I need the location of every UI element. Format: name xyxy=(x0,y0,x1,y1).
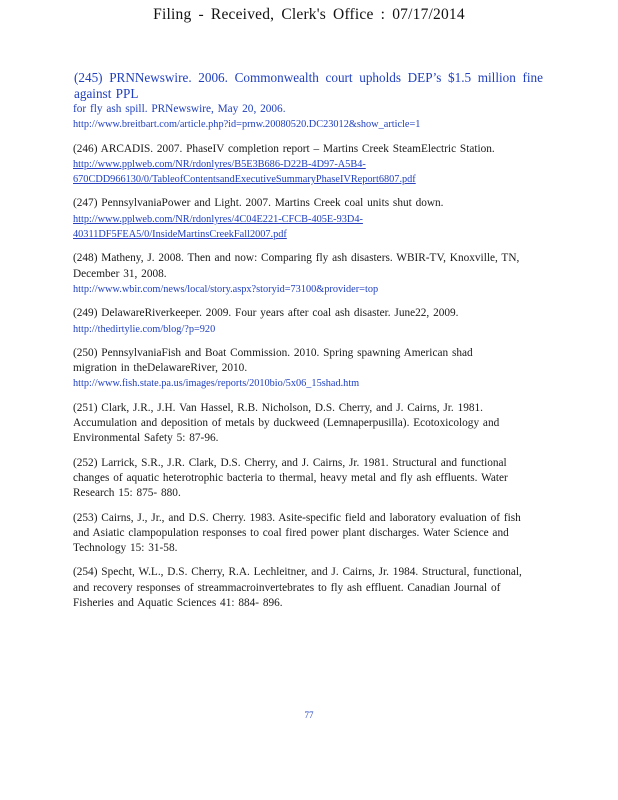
reference-246 xyxy=(73,142,543,188)
reference-url[interactable]: http://www.breitbart.com/article.php?id=prnw.20080520.DC23012&show_article=1 xyxy=(73,119,421,131)
filing-header: Filing - Received, Clerk's Office : 07/17/2014 xyxy=(153,6,465,23)
reference-text-line: (250) PennsylvaniaFish and Boat Commission. 2010. Spring spawning American shad xyxy=(73,346,473,359)
reference-text-line: (254) Specht, W.L., D.S. Cherry, R.A. Lechleitner, and J. Cairns, Jr. 1984. Structural, functional, xyxy=(73,566,522,579)
reference-text-line: Technology 15: 31-58. xyxy=(73,542,178,555)
reference-252 xyxy=(73,456,543,502)
reference-247 xyxy=(73,196,543,242)
reference-text-line: migration in theDelawareRiver, 2010. xyxy=(73,362,248,375)
reference-250 xyxy=(73,346,543,392)
reference-text-line: changes of aquatic heterotrophic bacteria to thermal, heavy metal and fly ash effluents. Water xyxy=(73,471,508,484)
reference-list xyxy=(73,70,543,620)
reference-text-line: (247) PennsylvaniaPower and Light. 2007. Martins Creek coal units shut down. xyxy=(73,197,444,210)
reference-url[interactable]: http://www.pplweb.com/NR/rdonlyres/B5E3B686-D22B-4D97-A5B4- xyxy=(73,158,366,170)
reference-text-line: Environmental Safety 5: 87-96. xyxy=(73,432,219,445)
reference-text-line: for fly ash spill. PRNewswire, May 20, 2006. xyxy=(73,103,286,115)
reference-text-line: and recovery responses of streammacroinvertebrates to fly ash effluent. Canadian Journal of xyxy=(73,581,501,594)
reference-text-line: (246) ARCADIS. 2007. PhaseIV completion report – Martins Creek SteamElectric Station. xyxy=(73,142,495,155)
page-number: 77 xyxy=(304,710,314,720)
reference-url[interactable]: http://www.wbir.com/news/local/story.aspx?storyid=73100&provider=top xyxy=(73,283,379,295)
reference-254 xyxy=(73,565,543,611)
reference-251 xyxy=(73,401,543,447)
reference-text-line: (248) Matheny, J. 2008. Then and now: Comparing fly ash disasters. WBIR-TV, Knoxville, TN, xyxy=(73,252,520,265)
reference-text-line: (251) Clark, J.R., J.H. Van Hassel, R.B. Nicholson, D.S. Cherry, and J. Cairns, Jr. 1981. xyxy=(73,401,484,414)
reference-text-line: and Asiatic clampopulation responses to coal fired power plant discharges. Water Science and xyxy=(73,526,509,539)
reference-text-line: (253) Cairns, J., Jr., and D.S. Cherry. 1983. Asite-specific field and laboratory evaluation of fish xyxy=(73,511,521,524)
reference-245 xyxy=(73,70,543,133)
reference-text-line: Accumulation and deposition of metals by duckweed (Lemnaperpusilla). Ecotoxicology and xyxy=(73,417,500,430)
reference-url[interactable]: http://thedirtylie.com/blog/?p=920 xyxy=(73,323,216,335)
reference-253 xyxy=(73,511,543,557)
reference-text-line: (245) PRNNewswire. 2006. Commonwealth court upholds DEP’s $1.5 million fine against PPL xyxy=(74,70,543,101)
reference-text-line: Fisheries and Aquatic Sciences 41: 884- 896. xyxy=(73,597,283,610)
reference-248 xyxy=(73,251,543,297)
reference-url[interactable]: http://www.fish.state.pa.us/images/reports/2010bio/5x06_15shad.htm xyxy=(73,378,360,390)
reference-url[interactable]: http://www.pplweb.com/NR/rdonlyres/4C04E221-CFCB-405E-93D4- xyxy=(73,213,363,225)
reference-text-line: (252) Larrick, S.R., J.R. Clark, D.S. Cherry, and J. Cairns, Jr. 1981. Structural and functional xyxy=(73,456,507,469)
reference-url[interactable]: 670CDD966130/0/TableofContentsandExecutiveSummaryPhaseIVReport6807.pdf xyxy=(73,174,416,186)
reference-url[interactable]: 40311DF5FEA5/0/InsideMartinsCreekFall2007.pdf xyxy=(73,229,287,241)
reference-249 xyxy=(73,306,543,337)
reference-text-line: Research 15: 875- 880. xyxy=(73,487,181,500)
reference-text-line: December 31, 2008. xyxy=(73,267,167,280)
reference-text-line: (249) DelawareRiverkeeper. 2009. Four years after coal ash disaster. June22, 2009. xyxy=(73,307,459,320)
